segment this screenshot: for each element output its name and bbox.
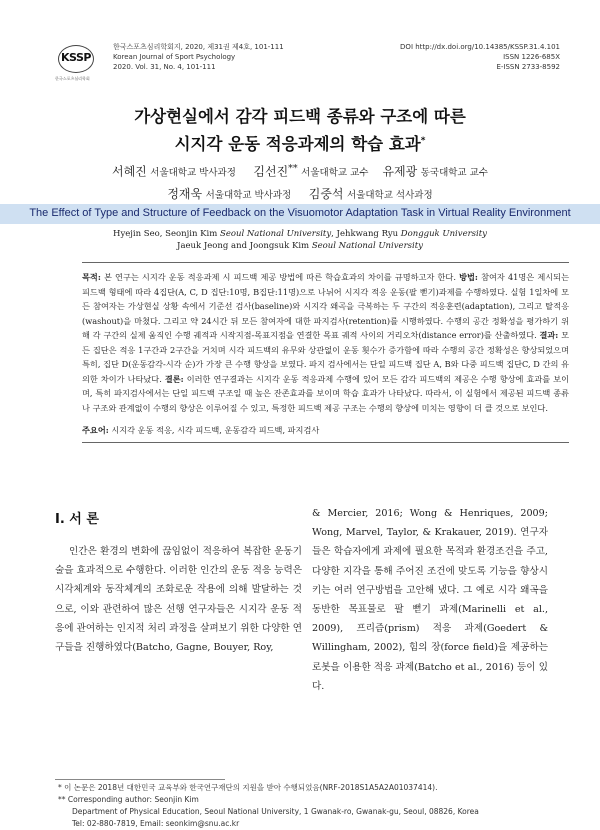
english-affiliation: Seoul National University: [220, 229, 332, 239]
keywords: [82, 425, 569, 436]
author-name: 유제광: [382, 164, 418, 179]
author-affiliation: 서울대학교 박사과정: [150, 167, 236, 179]
doi[interactable]: DOI http://dx.doi.org/10.14385/KSSP.31.4.101: [400, 43, 560, 51]
english-title: The Effect of Type and Structure of Feedback on the Visuomotor Adaptation Task in Virtual Reality Environment: [29, 207, 571, 219]
issn: ISSN 1226-685X: [503, 53, 560, 61]
author-affiliation: 서울대학교 교수: [301, 167, 369, 179]
abstract-label-purpose: 목적:: [82, 272, 101, 282]
english-authors: [0, 228, 600, 252]
title-footnote-mark: *: [420, 136, 426, 146]
abstract-method: 참여자 41명은 제시되는 피드백 형태에 따라 4집단(A, C, D 집단:10명, B집단:11명)으로 나뉘어 시지각 적응 운동(팔 뻗기)과제를 수행하였다. 실험 1일차에 모든 참여자는 가상현실 상황 속에서 기준선 검사(baseline)와 시지각 왜곡을 극복하는 두 구간의 적응훈련(adaptation), 그리고 탈적응(washout)을 마쳤다. 그리고 약 24시간 뒤 모든 참여자에 대한 파지검사(retention)를 시행하였다. 수행의 공간 정확성을 평가하기 위해 각 구간의 실제 움직인 수행 궤적과 시작지점-목표지점을 연결한 목표 궤적 사이의 거리오차(distance error)를 산출하였다.: [82, 272, 569, 340]
logo-text: KSSP: [61, 51, 91, 64]
author-row-2: [0, 184, 600, 206]
english-author-names: , Jehkwang Ryu: [331, 229, 401, 239]
author-name: 김선진: [253, 164, 289, 179]
journal-logo: [55, 42, 105, 82]
english-affiliation: Dongguk University: [400, 229, 487, 239]
author-name: 정재욱: [167, 186, 203, 201]
citation-korean: 한국스포츠심리학회지, 2020, 제31권 제4호, 101-111: [113, 43, 284, 51]
abstract-results: 모든 집단은 적응 1구간과 2구간을 거치며 시각 피드백의 유무와 상관없이 운동 횟수가 증가함에 따라 수행의 공간 정확성은 향상되었으며 특히, 집단 D(운동감각-시각 순)가 가장 큰 수행 향상을 보였다. 파지 검사에서는 단일 피드백 집단 A, B와 다중 피드백 집단C, D 간의 유의한 차이가 나타났다.: [82, 330, 569, 384]
title-line-2-text: 시지각 운동 적응과제의 학습 효과: [174, 134, 421, 154]
abstract-purpose: 본 연구는 시지각 운동 적응과제 시 피드백 제공 방법에 따른 학습효과의 차이를 규명하고자 한다.: [100, 272, 460, 282]
identifier-block: [400, 42, 560, 72]
author-affiliation: 서울대학교 석사과정: [347, 189, 433, 201]
abstract-label-method: 방법:: [459, 272, 478, 282]
section-heading: I. 서 론: [55, 512, 99, 527]
footnote-address: Department of Physical Education, Seoul National University, 1 Gwanak-ro, Gwanak-gu, Seoul, 08826, Korea: [72, 807, 479, 816]
footnote-funding: * 이 논문은 2018년 대한민국 교육부와 한국연구재단의 지원을 받아 수행되었음(NRF-2018S1A5A2A01037414).: [58, 783, 438, 792]
english-author-names: Jaeuk Jeong and Joongsuk Kim: [177, 241, 312, 251]
corresponding-mark: **: [288, 163, 298, 174]
abstract-label-results: 결과:: [539, 330, 559, 340]
body-column-right: & Mercier, 2016; Wong & Henriques, 2009; Wong, Marvel, Taylor, & Krakauer, 2019). 연구자들은 학습자에게 과제에 필요한 목적과 환경조건을 주고, 다양한 지각을 통해 주어진 조건에 맞도록 기능을 향상시키는 여러 연구방법을 고안해 냈다. 그 예로 시각 왜곡을 동반한 목표물로 팔 뻗기 과제(Marinelli et al., 2009), 프리즘(prism) 적응 과제(Goedert & Willingham, 2002), 힘의 장(force field)을 제공하는 로봇을 이용한 적응 과제(Batcho et al., 2016) 등이 있다.: [312, 508, 548, 692]
footnote-contact: Tel: 02-880-7819, Email: seonkim@snu.ac.kr: [72, 819, 240, 828]
english-author-line-1: [0, 228, 600, 240]
eissn: E-ISSN 2733-8592: [496, 63, 560, 71]
logo-subtext: 한국스포츠심리학회: [55, 76, 90, 81]
abstract-text: [82, 270, 569, 415]
body-column-left: 인간은 환경의 변화에 끊임없이 적응하여 복잡한 운동기술을 효과적으로 수행한다. 이러한 인간의 운동 적응 능력은 시각체계와 동작체계의 조화로운 작용에 의해 발달하는 것으로, 이와 관련하여 많은 선행 연구자들은 시지각 운동 적응에 관여하는 인지적 처리 과정을 살펴보기 위한 다양한 연구들을 진행하였다(Batcho, Gagne, Bouyer, Roy,: [55, 546, 302, 654]
citation-volume: 2020. Vol. 31, No. 4, 101-111: [113, 63, 216, 71]
author-name: 서혜진: [112, 164, 147, 179]
citation-block: [113, 42, 284, 72]
author-list: [0, 158, 600, 206]
author-affiliation: 서울대학교 박사과정: [205, 189, 292, 201]
english-affiliation: Seoul National University: [311, 241, 423, 251]
citation-journal: Korean Journal of Sport Psychology: [113, 53, 236, 61]
abstract-box: [82, 262, 569, 443]
author-affiliation: 동국대학교 교수: [420, 167, 488, 179]
keywords-label: 주요어:: [82, 425, 109, 435]
abstract-conclusion: 이러한 연구결과는 시지각 운동 적응과제 수행에 있어 모든 감각 피드백의 제공은 수행 향상에 효과를 보이며, 특히 파지검사에서는 단일 피드백 구조일 때 높은 잔존효과를 보이며 학습 효과가 나타났다. 따라서, 이 실험에서 제공된 피드백 종류나 구조와 관계없이 수행의 향상은 이루어질 수 있고, 특정한 피드백 제공 구조는 수행의 향상에 미치는 영향이 더 클 것으로 보인다.: [82, 373, 570, 413]
english-author-names: Hyejin Seo, Seonjin Kim: [113, 229, 220, 239]
english-author-line-2: [0, 240, 600, 252]
footnote-corresponding: ** Corresponding author: Seonjin Kim: [58, 795, 199, 804]
title-line-1: 가상현실에서 감각 피드백 종류와 구조에 따른: [134, 107, 466, 126]
abstract-label-conclusion: 결론:: [164, 373, 184, 384]
footnotes: [58, 782, 568, 830]
paper-title: [0, 104, 600, 157]
journal-header: [55, 40, 560, 88]
title-line-2: [0, 129, 600, 157]
author-name: 김중석: [308, 186, 344, 201]
author-row-1: [0, 158, 600, 184]
keywords-list: 시지각 운동 적응, 시각 피드백, 운동감각 피드백, 파지검사: [108, 425, 320, 435]
footnote-divider: [55, 779, 225, 780]
